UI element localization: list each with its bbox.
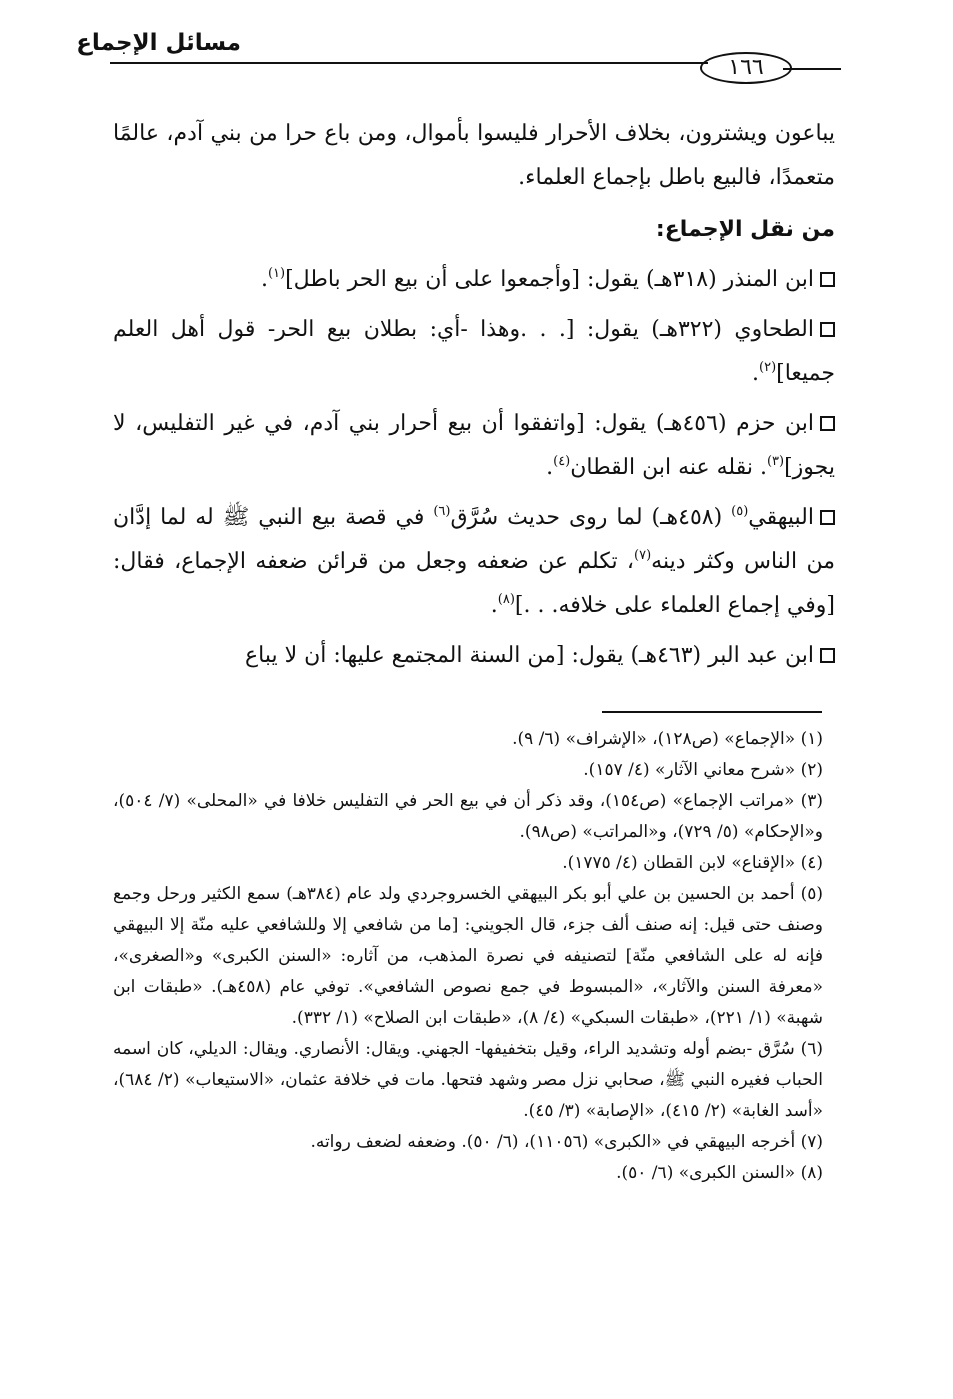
entry-ibn-abd-al-barr <box>113 634 835 678</box>
footnotes <box>113 724 823 1189</box>
page-number: ١٦٦ <box>700 52 792 84</box>
entry-ibn-hazm <box>113 402 835 490</box>
footnote-ref[interactable]: (٤) <box>553 454 571 469</box>
entry-bayhaqi <box>113 496 835 628</box>
entry-mid: . نقله عنه ابن القطان <box>570 455 767 480</box>
footnote-ref[interactable]: (٧) <box>634 548 652 563</box>
entry-tail: . <box>546 455 554 480</box>
footnote-7: (٧) أخرجه البيهقي في «الكبرى» (١١٠٥٦)، (٦/ ٥٠). وضعفه لضعف رواته. <box>310 1132 823 1152</box>
main-text <box>113 112 835 678</box>
header-rule <box>110 62 708 64</box>
footnote-ref[interactable]: (١) <box>267 266 286 281</box>
entry-text: ، تكلم عن ضعفه وجعل من قرائن ضعفه الإجماع، فقال: [وفي إجماع العلماء على خلافه. . .] <box>113 549 835 618</box>
checkbox-square-icon <box>820 416 835 431</box>
entry-name: البيهقي <box>748 505 814 530</box>
footnote-1: (١) «الإجماع» (ص١٢٨)، «الإشراف» (٦/ ٩). <box>512 729 823 749</box>
footnote-ref[interactable]: (٣) <box>766 454 785 469</box>
entry-text: الطحاوي (٣٢٢هـ) يقول: [. . .وهذا -أي: بطلان بيع الحر- قول أهل العلم جميعا] <box>113 317 835 386</box>
footnote-3: (٣) «مراتب الإجماع» (ص١٥٤)، وقد ذكر أن في بيع الحر في التفليس خلافا في «المحلى» (٧/ ٥٠٤)، و«الإحكام» (٥/ ٧٢٩)، و«المراتب» (ص٩٨). <box>113 791 823 842</box>
intro-paragraph: يباعون ويشترون، بخلاف الأحرار فليسوا بأموال، ومن باع حرا من بني آدم، عالمًا متعمدًا، فالبيع باطل بإجماع العلماء. <box>113 121 835 190</box>
checkbox-square-icon <box>820 510 835 525</box>
footnote-separator <box>602 711 822 713</box>
entry-text: ابن المنذر (٣١٨هـ) يقول: [وأجمعوا على أن بيع الحر باطل] <box>285 267 814 292</box>
entry-tail: . <box>260 267 268 292</box>
footnote-4: (٤) «الإقناع» لابن القطان (٤/ ١٧٧٥). <box>562 853 823 873</box>
entry-text: ابن عبد البر (٤٦٣هـ) يقول: [من السنة المجتمع عليها: أن لا يباع <box>245 643 814 668</box>
checkbox-square-icon <box>820 648 835 663</box>
footnote-8: (٨) «السنن الكبرى» (٦/ ٥٠). <box>616 1163 823 1183</box>
section-heading: من نقل الإجماع: <box>655 217 835 242</box>
entry-ibn-al-mundhir <box>113 258 835 302</box>
entry-tahawi <box>113 308 835 396</box>
footnote-ref[interactable]: (٦) <box>433 504 451 519</box>
footnote-ref[interactable]: (٢) <box>759 360 777 375</box>
footnote-ref[interactable]: (٥) <box>731 504 749 519</box>
footnote-5: (٥) أحمد بن الحسين بن علي أبو بكر البيهقي الخسروجردي ولد عام (٣٨٤هـ) سمع الكثير ورحل وجمع وصنف حتى قيل: إنه صنف ألف جزء، قال الجويني: [ما من شافعي إلا وللشافعي عليه منّة إلا البيهقي فإنه له على الشافعي منّة] لتصنيفه في نصرة المذهب، من آثاره: «السنن الكبرى» و«الصغرى»، «معرفة السنن والآثار»، «المبسوط في جمع نصوص الشافعي». توفي عام (٤٥٨هـ). «طبقات ابن شهبة» (١/ ٢٢١)، «طبقات السبكي» (٤/ ٨)، «طبقات ابن الصلاح» (١/ ٣٣٢). <box>113 884 824 1028</box>
checkbox-square-icon <box>820 272 835 287</box>
footnote-2: (٢) «شرح معاني الآثار» (٤/ ١٥٧). <box>583 760 823 780</box>
entry-tail: . <box>752 361 759 386</box>
footnote-ref[interactable]: (٨) <box>497 592 515 607</box>
entry-tail: . <box>490 593 498 618</box>
checkbox-square-icon <box>820 322 835 337</box>
footnote-6: (٦) سُرَّق -بضم أوله وتشديد الراء، وقيل بتخفيفها- الجهني. ويقال: الأنصاري. ويقال: الديلي، كان اسمه الحباب فغيره النبي ﷺ، صحابي نزل مصر وشهد فتحها. مات في خلافة عثمان، «الاستيعاب» (٢/ ٦٨٤)، «أسد الغابة» (٢/ ٤١٥)، «الإصابة» (٣/ ٤٥). <box>113 1039 823 1121</box>
entry-text: ابن حزم (٤٥٦هـ) يقول: [واتفقوا أن بيع أحرار بني آدم، في غير التفليس، لا يجوز] <box>113 411 835 480</box>
entry-text: في قصة بيع النبي ﷺ له لما إدَّان من الناس وكثر دينه <box>113 505 835 574</box>
running-title: مسائل الإجماع <box>76 30 241 56</box>
entry-text: (٤٥٨هـ) لما روى حديث سُرَّق <box>450 505 732 530</box>
